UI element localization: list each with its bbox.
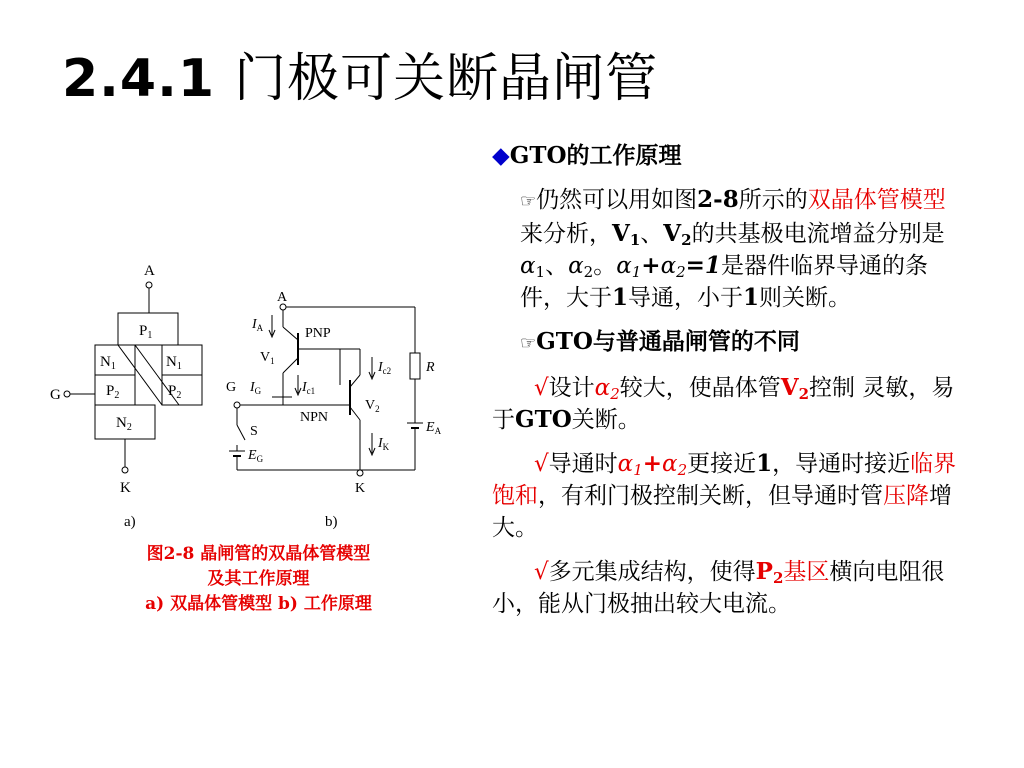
check-icon: √ [534, 375, 549, 401]
two-transistor-diagram [40, 255, 460, 495]
figure-caption [96, 542, 421, 617]
ea-label: $E_A$ [426, 420, 442, 436]
cathode-label-b: K [355, 481, 366, 495]
sub-label-b: b) [325, 514, 338, 530]
gate-label-b: G [226, 380, 237, 395]
layer-n1-right: $N_1$ [166, 354, 182, 372]
switch-label: S [250, 424, 258, 439]
caption-line-3: a) 双晶体管模型 b) 工作原理 [145, 594, 372, 614]
v2-label: $V_2$ [365, 398, 380, 414]
heading-text: GTO的工作原理 [509, 142, 682, 169]
caption-line-2: 及其工作原理 [207, 569, 310, 589]
check-icon: √ [534, 451, 549, 477]
layer-p1: $P_1$ [139, 323, 153, 341]
ig-label: $I_G$ [250, 380, 262, 396]
ia-label: $I_A$ [252, 317, 264, 333]
ic1-label: $I_{c1}$ [302, 380, 316, 396]
title-text: 门极可关断晶闸管 [234, 49, 659, 109]
content-column [492, 140, 962, 632]
figure-2-8 [40, 255, 460, 499]
heading-gto-principle [492, 140, 962, 172]
r-label: R [426, 360, 435, 375]
layer-n1-left: $N_1$ [100, 354, 116, 372]
v1-label: $V_1$ [260, 350, 275, 366]
hand-pointer-icon: ☞ [520, 333, 537, 354]
layer-p2-left: $P_2$ [106, 383, 120, 401]
pnp-label: PNP [305, 326, 331, 341]
anode-label-b: A [277, 290, 288, 305]
check-icon: √ [534, 559, 549, 585]
caption-line-1: 图2-8 晶闸管的双晶体管模型 [146, 544, 371, 564]
paragraph-model: ☞仍然可以用如图2-8所示的双晶体管模型来分析，$V_1$、$V_2$的共基极电流增益分别是$\alpha_1$、$\alpha_2$。$\alpha_1+\alpha_2=1$是器件临界导通的条件，大于1导通，小于1则关断。 [520, 186, 946, 311]
hand-pointer-icon: ☞ [520, 191, 537, 212]
npn-label: NPN [300, 410, 329, 425]
point-multi-cell: √多元集成结构，使得$P_2$基区横向电阻很小，能从门极抽出较大电流。 [492, 558, 945, 617]
ik-label: $I_K$ [378, 436, 390, 452]
sub-label-a: a) [124, 514, 136, 530]
point-alpha2: √设计$\alpha_2$较大，使晶体管$V_2$控制 灵敏，易于GTO关断。 [492, 374, 955, 433]
point-saturation: √导通时$\alpha_1+\alpha_2$更接近1，导通时接近临界饱和，有利门极控制关断，但导通时管压降增大。 [492, 450, 957, 541]
paragraph-difference: ☞GTO与普通晶闸管的不同 [520, 328, 800, 355]
cathode-label-a: K [120, 480, 131, 495]
eg-label: $E_G$ [248, 448, 264, 464]
gate-label-a: G [50, 387, 61, 403]
page-title [62, 36, 658, 111]
layer-n2: $N_2$ [116, 415, 132, 433]
anode-label-a: A [144, 263, 155, 279]
ic2-label: $I_{c2}$ [378, 360, 392, 376]
diamond-bullet-icon: ◆ [492, 143, 510, 169]
layer-p2-right: $P_2$ [168, 383, 182, 401]
title-number: 2.4.1 [62, 49, 216, 109]
